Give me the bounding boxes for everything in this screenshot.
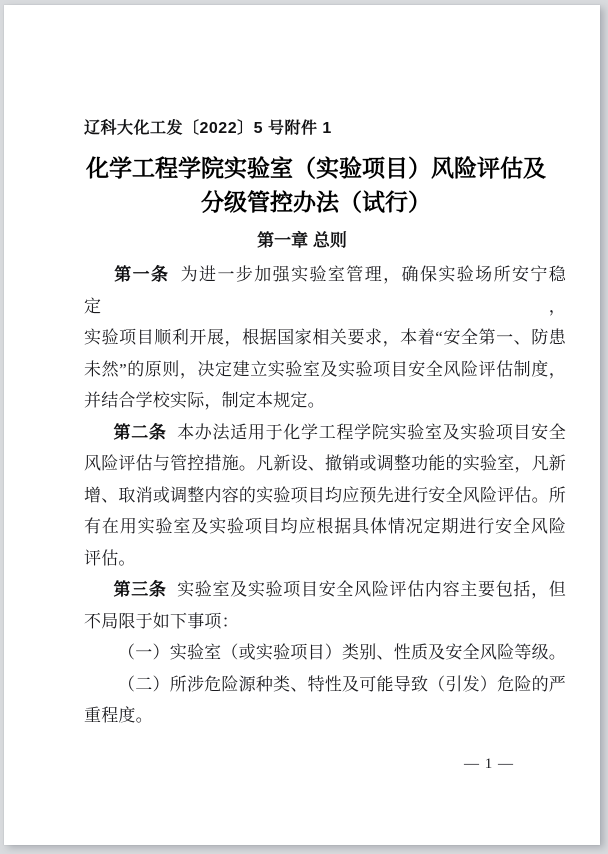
doc-title — [4, 152, 600, 220]
article-1-head: 第一条 — [113, 265, 170, 284]
article-1-text: 并结合学校实际，制定本规定。 — [84, 391, 325, 410]
chapter-heading: 第一章 总则 — [257, 231, 347, 250]
page-number: — 1 — — [464, 756, 514, 772]
article-2-line-2 — [84, 448, 566, 480]
article-1-line-3 — [84, 354, 566, 386]
article-3-item-2-line-1 — [84, 669, 566, 701]
document-body — [4, 259, 600, 732]
article-3-text: 不局限于如下事项： — [84, 611, 239, 631]
article-1-line-2 — [84, 322, 566, 354]
article-2-text: 本办法适用于化学工程学院实验室及实验项目安全 — [176, 422, 566, 442]
article-2-text: 增、取消或调整内容的实验项目均应预先进行安全风险评估。所 — [84, 485, 566, 505]
article-3-text: 实验室及实验项目安全风险评估内容主要包括，但 — [176, 580, 566, 599]
article-2-text: 有在用实验室及实验项目均应根据具体情况定期进行安全风险 — [84, 517, 566, 536]
article-1-line-1 — [84, 259, 566, 322]
article-3-item-1-text: （一）实验室（或实验项目）类别、性质及安全风险等级。 — [118, 643, 566, 662]
article-3-item-2-text: 重程度。 — [84, 706, 153, 725]
article-1-line-4 — [84, 385, 566, 417]
article-2-line-5 — [84, 543, 566, 575]
article-2-text: 评估。 — [84, 548, 136, 568]
article-3-line-2 — [84, 606, 566, 638]
document-page — [4, 5, 600, 845]
article-3-item-2-text: （二）所涉危险源种类、特性及可能导致（引发）危险的严 — [118, 674, 566, 694]
article-1-text: 未然”的原则，决定建立实验室及实验项目安全风险评估制度， — [84, 359, 566, 379]
article-2-head: 第二条 — [113, 422, 167, 442]
article-2-line-3 — [84, 480, 566, 512]
article-2-line-4 — [84, 511, 566, 543]
article-1-text: 实验项目顺利开展，根据国家相关要求，本着“安全第一、防患 — [84, 328, 566, 347]
article-1-text: 为进一步加强实验室管理，确保实验场所安宁稳定， — [84, 265, 566, 316]
doc-title-line-1: 化学工程学院实验室（实验项目）风险评估及 — [86, 156, 546, 181]
article-2-line-1 — [84, 417, 566, 449]
article-3-item-1 — [84, 637, 566, 669]
doc-title-line-2: 分级管控办法（试行） — [201, 190, 431, 215]
doc-number: 辽科大化工发〔2022〕5 号附件 1 — [84, 120, 332, 137]
article-3-item-2-line-2 — [84, 700, 566, 732]
article-2-text: 风险评估与管控措施。凡新设、撤销或调整功能的实验室，凡新 — [84, 454, 566, 473]
article-3-line-1 — [84, 574, 566, 606]
article-3-head: 第三条 — [113, 580, 167, 599]
